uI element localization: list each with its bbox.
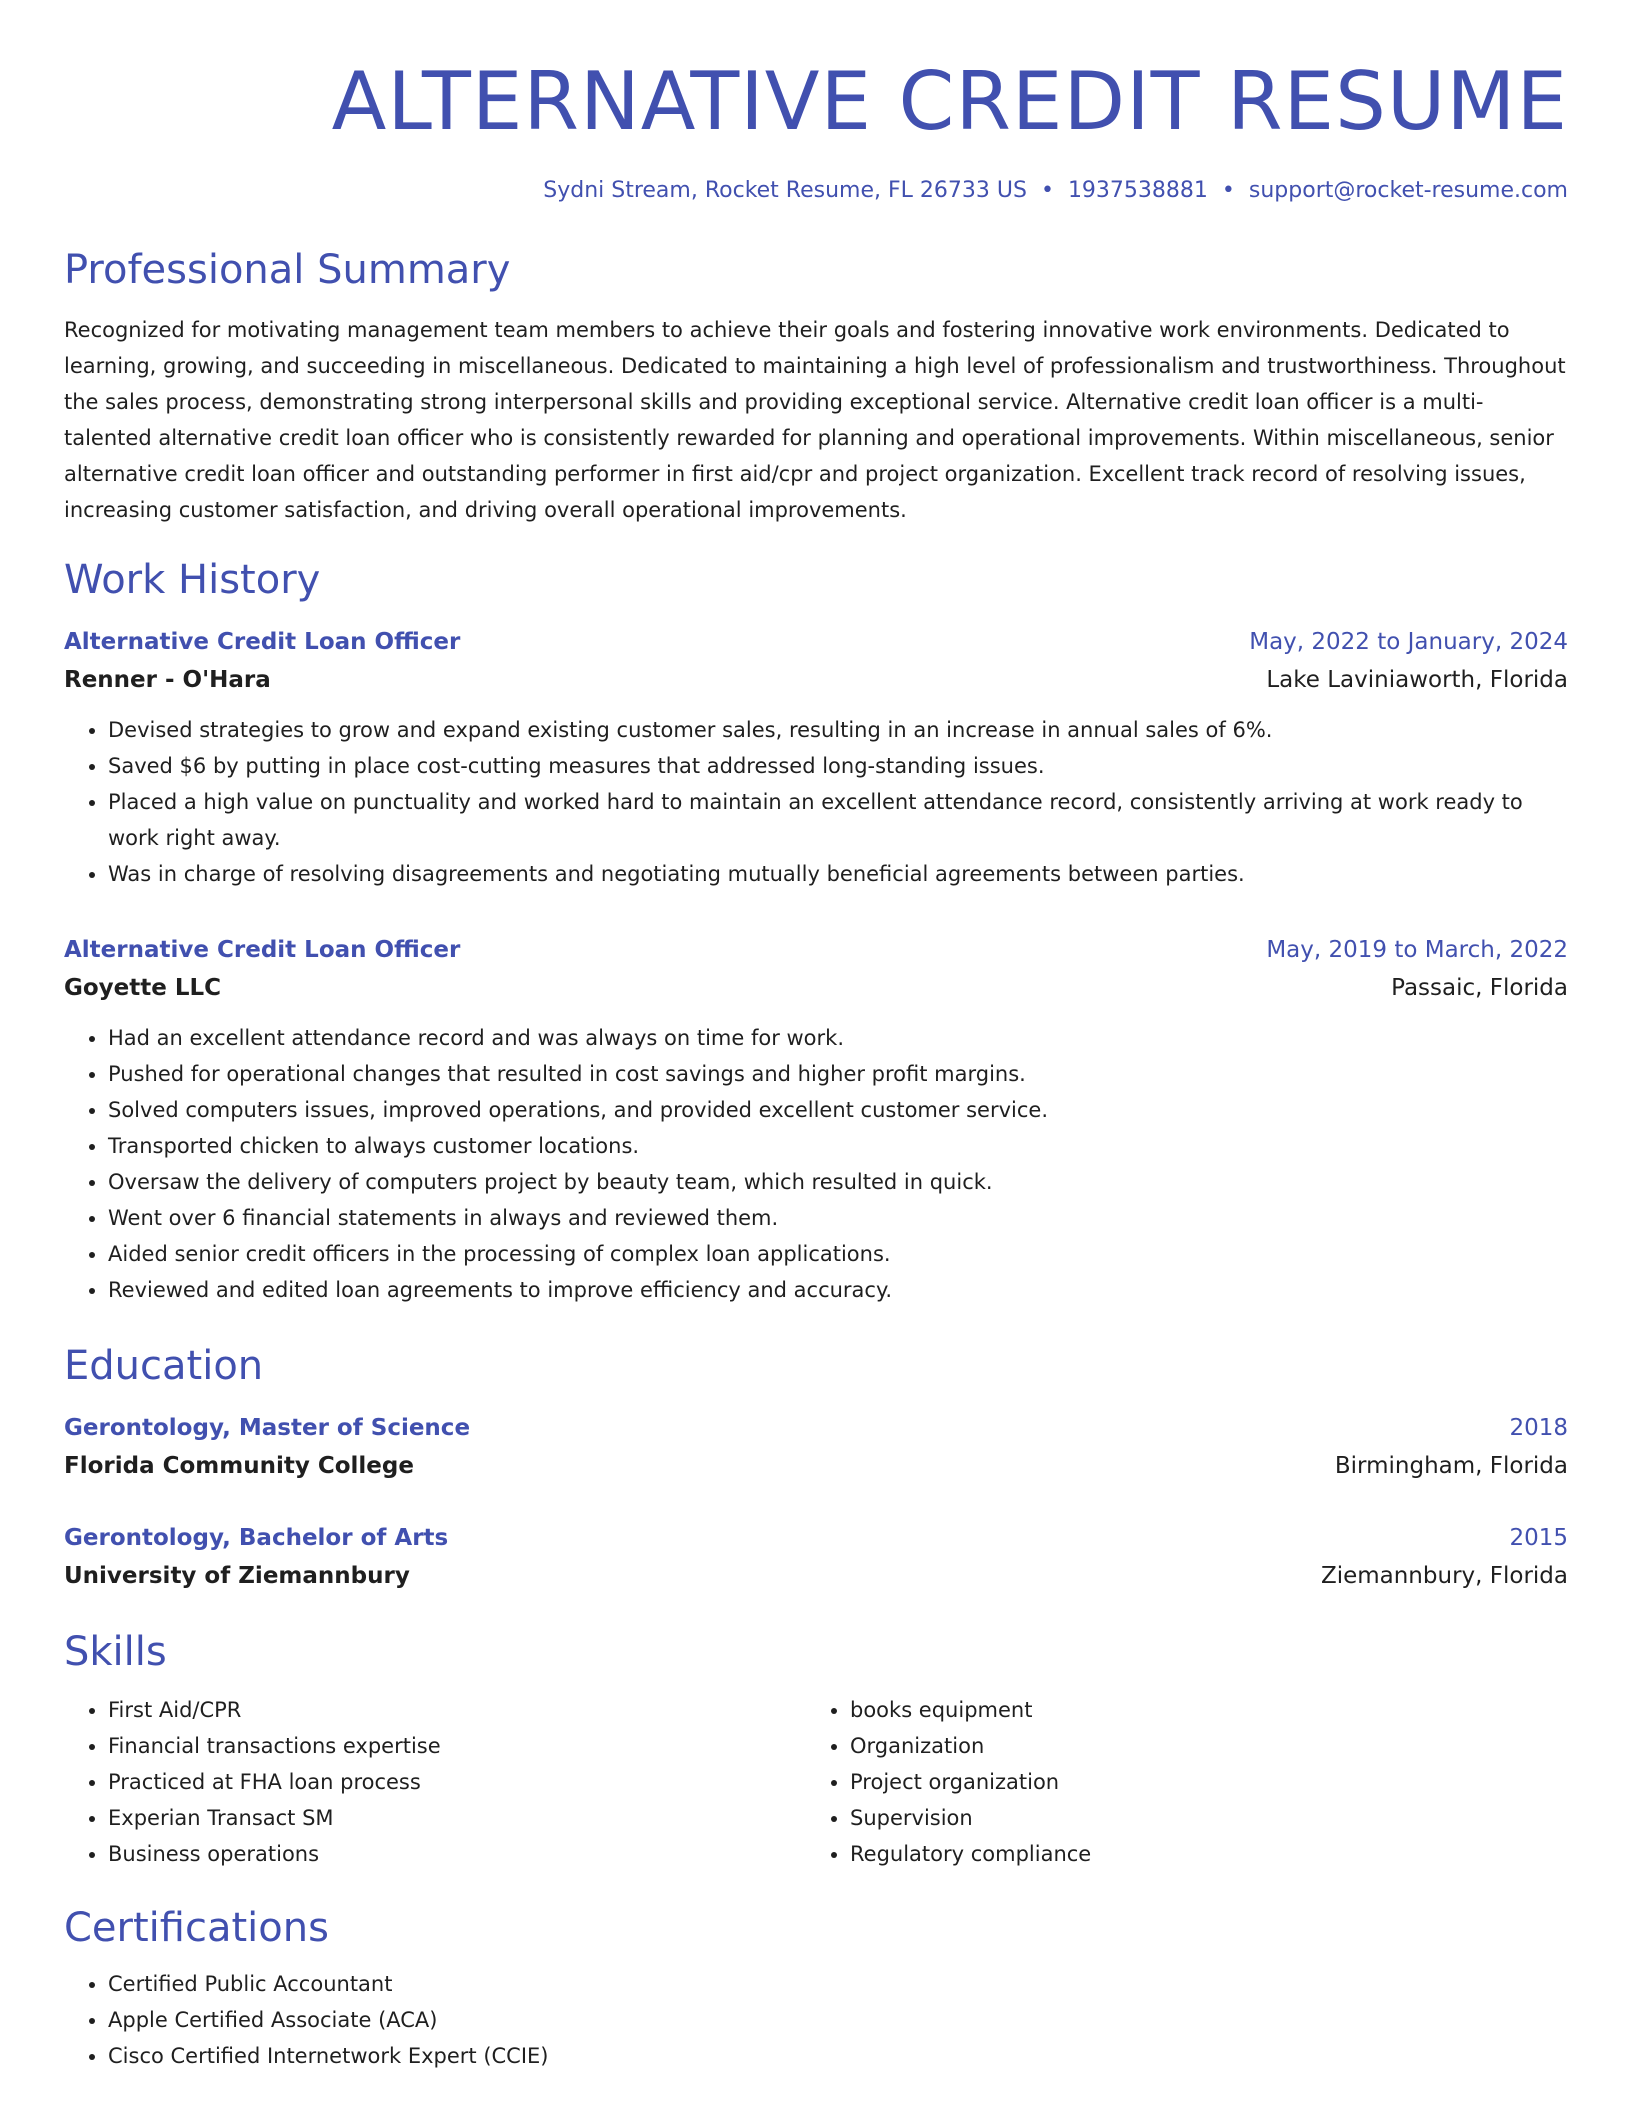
contact-line	[64, 176, 1568, 206]
job-company: Renner - O'Hara	[64, 667, 271, 693]
summary-heading: Professional Summary	[64, 247, 511, 293]
education-school: Florida Community College	[64, 1453, 414, 1479]
skills-heading: Skills	[64, 1629, 167, 1675]
education-degree-row	[64, 1520, 1568, 1556]
skill-item: • Financial transactions expertise	[108, 1728, 806, 1764]
job-company: Goyette LLC	[64, 975, 222, 1001]
education-location: Birmingham, Florida	[1334, 1453, 1568, 1479]
skill-item: • Regulatory compliance	[850, 1836, 1548, 1872]
education-heading: Education	[64, 1343, 264, 1389]
job-entry	[64, 624, 1568, 892]
job-bullet: • Oversaw the delivery of computers project by beauty team, which resulted in quick.	[108, 1164, 1568, 1200]
education-school: University of Ziemannbury	[64, 1563, 410, 1589]
education-year: 2018	[1509, 1415, 1568, 1441]
job-bullet: • Transported chicken to always customer locations.	[108, 1128, 1568, 1164]
job-bullet-list	[64, 1020, 1568, 1308]
education-school-row	[64, 1556, 1568, 1596]
contact-separator: •	[1040, 178, 1054, 203]
job-location: Passaic, Florida	[1391, 975, 1568, 1001]
skill-item: • Project organization	[850, 1764, 1548, 1800]
job-header-row	[64, 932, 1568, 968]
education-entry	[64, 1520, 1568, 1596]
education-year: 2015	[1509, 1525, 1568, 1551]
skills-list-right	[806, 1692, 1548, 1872]
skill-item: • Practiced at FHA loan process	[108, 1764, 806, 1800]
skill-item: • Business operations	[108, 1836, 806, 1872]
skill-item: • Experian Transact SM	[108, 1800, 806, 1836]
contact-separator: •	[1221, 178, 1235, 203]
certification-item: • Cisco Certified Internetwork Expert (CCIE)	[108, 2038, 1568, 2074]
work-history-heading: Work History	[64, 557, 321, 603]
job-bullet: • Reviewed and edited loan agreements to improve efficiency and accuracy.	[108, 1272, 1568, 1308]
job-company-row	[64, 660, 1568, 700]
skill-item: • books equipment	[850, 1692, 1548, 1728]
job-bullet: • Placed a high value on punctuality and worked hard to maintain an excellent attendance record, consistently arriving at work ready to work right away.	[108, 784, 1568, 856]
job-role: Alternative Credit Loan Officer	[64, 937, 461, 963]
certifications-heading: Certifications	[64, 1905, 329, 1951]
contact-address: Sydni Stream, Rocket Resume, FL 26733 US	[543, 178, 1027, 203]
contact-phone: 1937538881	[1067, 178, 1208, 203]
job-bullet: • Had an excellent attendance record and was always on time for work.	[108, 1020, 1568, 1056]
education-degree-row	[64, 1410, 1568, 1446]
certification-item: • Apple Certified Associate (ACA)	[108, 2002, 1568, 2038]
job-role: Alternative Credit Loan Officer	[64, 629, 461, 655]
certification-item: • Certified Public Accountant	[108, 1966, 1568, 2002]
job-dates: May, 2022 to January, 2024	[1249, 629, 1568, 655]
education-degree: Gerontology, Bachelor of Arts	[64, 1525, 449, 1551]
certifications-list	[64, 1966, 1568, 2074]
job-bullet: • Went over 6 financial statements in always and reviewed them.	[108, 1200, 1568, 1236]
job-bullet: • Devised strategies to grow and expand existing customer sales, resulting in an increase in annual sales of 6%.	[108, 712, 1568, 748]
job-bullet: • Saved $6 by putting in place cost-cutting measures that addressed long-standing issues.	[108, 748, 1568, 784]
education-location: Ziemannbury, Florida	[1320, 1563, 1568, 1589]
job-entry	[64, 932, 1568, 1308]
skills-list-left	[64, 1692, 806, 1872]
job-header-row	[64, 624, 1568, 660]
job-bullet-list	[64, 712, 1568, 892]
job-bullet: • Pushed for operational changes that resulted in cost savings and higher profit margins.	[108, 1056, 1568, 1092]
skill-item: • Organization	[850, 1728, 1548, 1764]
job-bullet: • Was in charge of resolving disagreements and negotiating mutually beneficial agreements between parties.	[108, 856, 1568, 892]
skills-grid	[64, 1692, 1568, 1872]
education-school-row	[64, 1446, 1568, 1486]
job-dates: May, 2019 to March, 2022	[1266, 937, 1568, 963]
job-company-row	[64, 968, 1568, 1008]
summary-text: Recognized for motivating management team members to achieve their goals and fostering innovative work environments. Dedicated to learning, growing, and succeeding in miscellaneous. Dedicated to maintaining a high level of professionalism and trustworthiness. Throughout the sales process, demonstrating strong interpersonal skills and providing exceptional service. Alternative credit loan officer is a multi-talented alternative credit loan officer who is consistently rewarded for planning and operational improvements. Within miscellaneous, senior alternative credit loan officer and outstanding performer in first aid/cpr and project organization. Excellent track record of resolving issues, increasing customer satisfaction, and driving overall operational improvements.	[64, 318, 1566, 522]
contact-email: support@rocket-resume.com	[1248, 178, 1568, 203]
education-entry	[64, 1410, 1568, 1486]
skill-item: • First Aid/CPR	[108, 1692, 806, 1728]
resume-title: ALTERNATIVE CREDIT RESUME	[331, 55, 1568, 148]
job-location: Lake Laviniaworth, Florida	[1266, 667, 1568, 693]
job-bullet: • Aided senior credit officers in the processing of complex loan applications.	[108, 1236, 1568, 1272]
skill-item: • Supervision	[850, 1800, 1548, 1836]
job-bullet: • Solved computers issues, improved operations, and provided excellent customer service.	[108, 1092, 1568, 1128]
education-degree: Gerontology, Master of Science	[64, 1415, 471, 1441]
